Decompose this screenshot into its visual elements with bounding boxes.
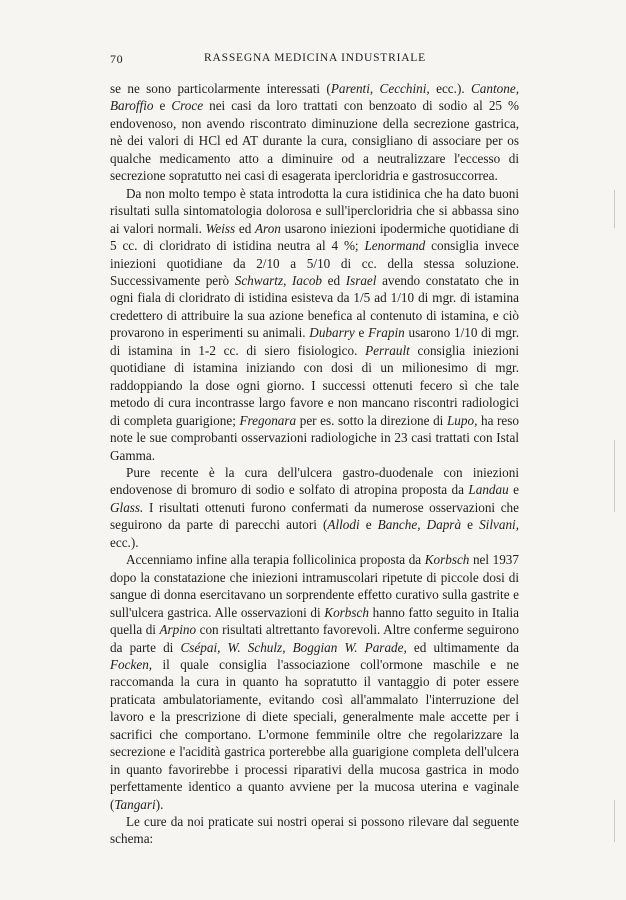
text-run: per es. sotto la direzione di: [296, 412, 447, 428]
text-run: ed: [235, 220, 255, 236]
italic-name: Allodi: [327, 517, 360, 533]
italic-name: Frapin: [368, 325, 405, 341]
italic-name: Korbsch: [324, 604, 369, 620]
journal-title: RASSEGNA MEDICINA INDUSTRIALE: [204, 52, 426, 64]
running-head: [110, 52, 520, 70]
text-run: e: [508, 482, 519, 498]
paragraph: [110, 813, 519, 848]
italic-name: Aron: [255, 220, 281, 236]
paragraph: [110, 551, 519, 813]
text-run: Pure recente è la cura dell'ulcera gastro-duodenale con iniezioni endovenose di bromuro di sodio e solfato di atropina proposta da: [110, 464, 519, 498]
text-run: il quale consiglia l'associazione coll'ormone maschile e ne raccomanda la cura in quanto ha sopratutto il vantaggio di poter essere praticata ambulatoriamente, evitando così all'ammalato l'interruzione del lavoro e la prescrizione di diete speciali, generalmente male accette per i sacrifici che comportano. L'ormone femminile oltre che regolarizzare la secrezione e l'acidità gastrica porterebbe alla guarigione completa dell'ulcera in quanto favorirebbe i processi riparativi della mucosa gastrica in modo perfettamente identico a quanto avviene per la mucosa uterina e vaginale (: [110, 656, 519, 812]
italic-name: Perrault: [365, 342, 410, 358]
italic-name: Croce: [171, 98, 204, 114]
italic-name: Weiss: [205, 220, 236, 236]
italic-name: Banche, Daprà: [377, 517, 462, 533]
text-run: con risultati altrettanto favorevoli. Altre conferme seguirono da parte di: [110, 622, 519, 655]
text-run: ecc.).: [429, 81, 472, 96]
text-run: I risultati ottenuti furono confermati da numerose osservazioni che seguirono da parte di parecchi autori (: [110, 499, 519, 533]
text-run: Da non molto tempo è stata introdotta la cura istidinica che ha dato buoni risultati sulla sintomatologia dolorosa e sull'ipercloridria che si abbassa sino ai valori normali.: [110, 185, 519, 236]
text-run: hanno fatto seguito in Italia quella di: [110, 604, 520, 638]
page-number: 70: [110, 52, 124, 66]
italic-name: Focken,: [110, 656, 153, 672]
italic-name: Dubarry: [309, 325, 355, 341]
text-run: Le cure da noi praticate sui nostri operai si possono rilevare dal seguente schema:: [110, 814, 519, 847]
text-run: ed: [322, 272, 346, 288]
body-text: [110, 80, 519, 848]
text-run: consiglia iniezioni quotidiane di istamina iniziando con dosi di un milionesimo di mgr. raddoppiando la dose ogni giorno. I successi ottenuti fecero sì che tale metodo di cura incontrasse largo favore e non mancano riscontri radiologici di completa guarigione;: [110, 342, 519, 428]
italic-name: Fregonara: [239, 412, 297, 428]
scan-edge-mark: [614, 190, 615, 228]
italic-name: Arpino: [159, 622, 197, 638]
text-run: avendo constatato che in ogni fiala di cloridrato di istidina esisteva da 1/5 ad 1/10 di mgr. di istamina credettero di attribuire la sua azione benefica al contenuto di istamina, e ciò provarono in esperimenti su animali.: [110, 272, 519, 341]
text-run: nei casi da loro trattati con benzoato di sodio al 25 % endovenoso, non avendo riscontrato diminuzione della secrezione gastrica, nè dei valori di HCl ed AT durante la cura, consigliano di associare per os qualche medicamento atto a diminuire od a neutralizzare l'eccesso di secrezione sopratutto nei casi di esagerata ipercloridria e gastrosuccorrea.: [110, 98, 519, 184]
italic-name: Landau: [468, 482, 509, 498]
text-run: Accenniamo infine alla terapia follicolinica proposta da: [126, 552, 425, 568]
italic-name: Tangari: [114, 796, 156, 812]
italic-name: Israel: [345, 272, 377, 288]
italic-name: Parenti, Cecchini,: [330, 81, 430, 96]
text-run: consiglia invece iniezioni quotidiane da 2/10 a 5/10 di cc. della stessa soluzione. Successivamente però: [110, 238, 519, 288]
paragraph: [110, 80, 519, 185]
italic-name: Schwartz, Iacob: [234, 272, 323, 288]
italic-name: Cantone, Baroffio: [110, 81, 520, 114]
italic-name: Glass.: [110, 499, 144, 515]
text-run: ha reso note le sue comprobanti osservazioni radiologiche in 23 casi trattati con Istal Gamma.: [110, 412, 519, 463]
scan-edge-mark: [614, 800, 615, 842]
text-run: usarono 1/10 di mgr. di istamina in 1-2 cc. di siero fisiologico.: [110, 325, 519, 358]
text-run: e: [153, 98, 172, 114]
italic-name: Silvani,: [479, 517, 520, 533]
scan-edge-mark: [614, 440, 615, 512]
text-run: ecc.).: [110, 534, 139, 550]
paragraph: [110, 185, 519, 464]
italic-name: Korbsch: [424, 552, 470, 568]
italic-name: Csépai, W. Schulz, Boggian W. Parade,: [180, 639, 407, 655]
text-run: e: [461, 517, 480, 533]
text-run: ed ultimamente da: [406, 639, 520, 655]
text-run: e: [354, 325, 369, 341]
text-run: se ne sono particolarmente interessati (: [110, 81, 331, 96]
text-run: usarono iniezioni ipodermiche quotidiane di 5 cc. di cloridrato di istidina neutra al 4 %;: [110, 220, 520, 254]
text-run: ).: [155, 796, 164, 812]
italic-name: Lenormand: [364, 238, 426, 254]
italic-name: Lupo,: [446, 412, 478, 428]
paragraph: [110, 464, 519, 551]
text-run: nel 1937 dopo la constatazione che iniezioni intramuscolari ripetute di piccole dosi di sangue di donna esercitavano un sorprendente effetto curativo sulla gastrite e sull'ulcera gastrica. Alle osservazioni di: [110, 552, 519, 620]
text-run: e: [359, 517, 378, 533]
